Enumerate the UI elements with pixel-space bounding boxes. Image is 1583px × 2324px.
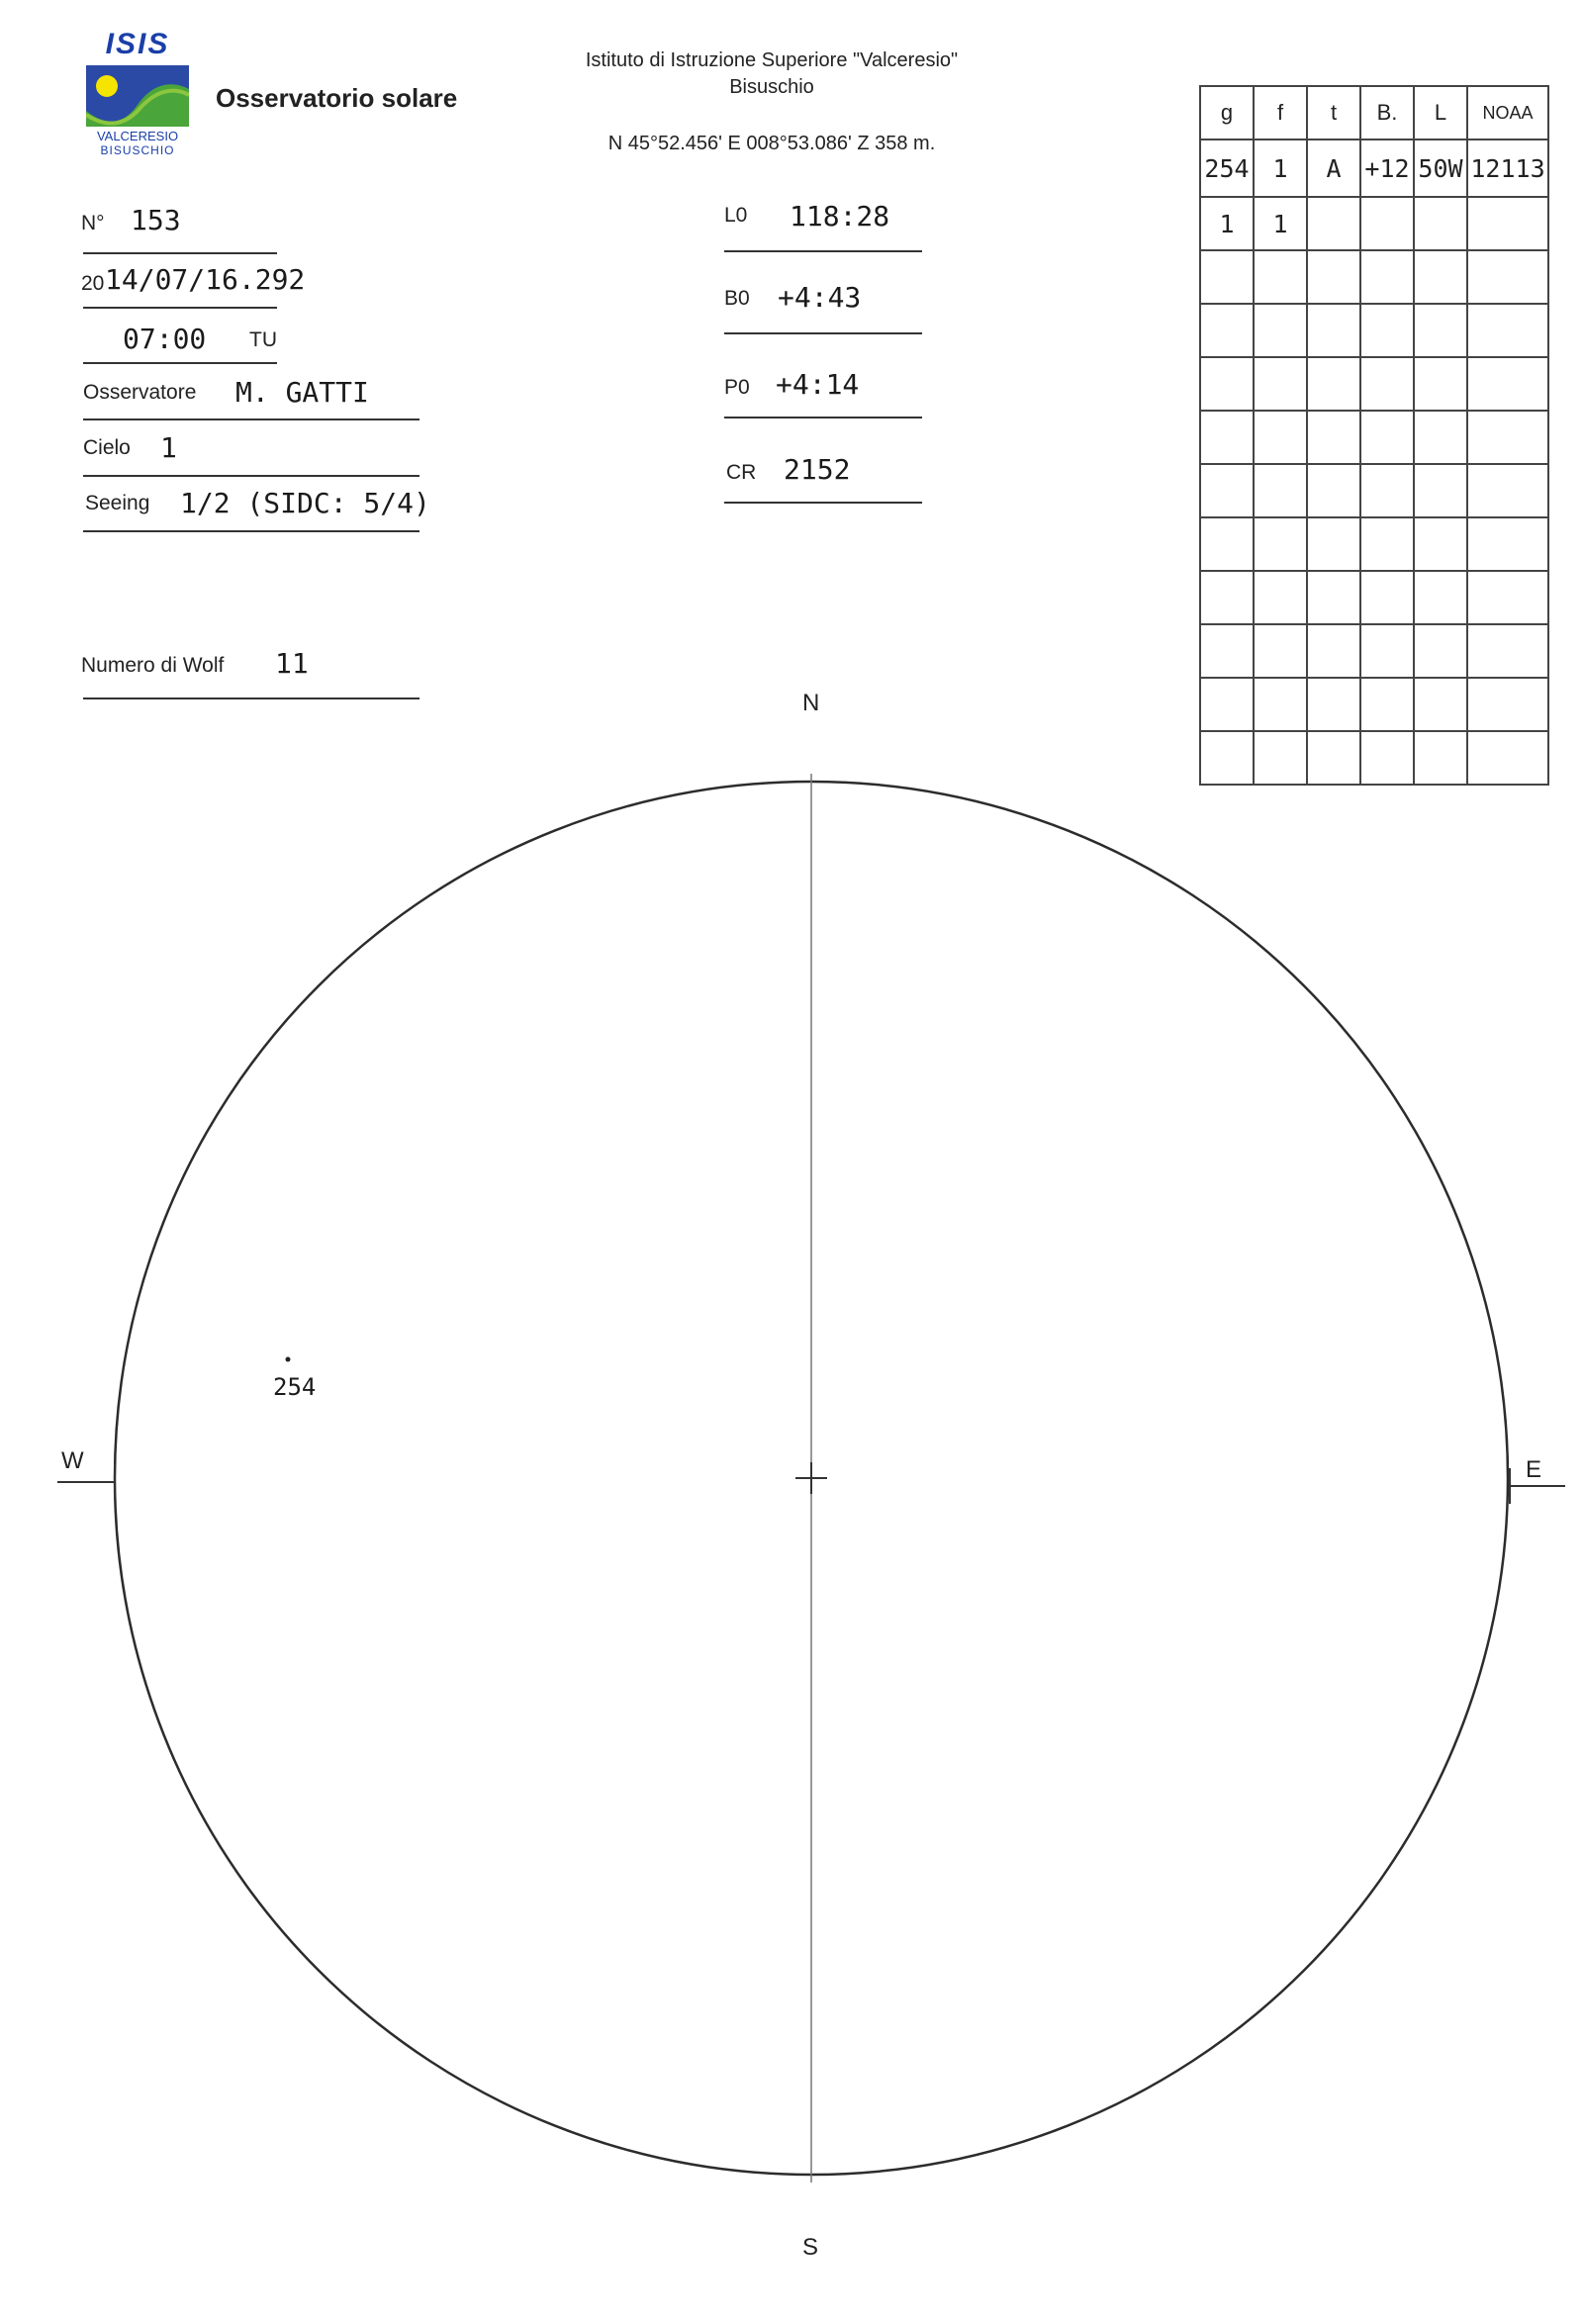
site-coordinates: N 45°52.456' E 008°53.086' Z 358 m.: [607, 133, 936, 154]
date-prefix: 20: [81, 272, 105, 295]
wolf-value: 11: [275, 647, 309, 680]
table-cell: 1: [1200, 197, 1254, 250]
group-254-label: 254: [273, 1373, 317, 1401]
sunspot-dot: [286, 1357, 291, 1362]
number-value: 153: [131, 204, 181, 236]
number-label: N°: [81, 212, 105, 234]
seeing-value: 1/2 (SIDC: 5/4): [180, 487, 430, 519]
b0-value: +4:43: [778, 281, 862, 314]
observer-value: M. GATTI: [235, 376, 369, 409]
header-g: g: [1200, 86, 1254, 139]
observatory-title: Osservatorio solare: [216, 83, 458, 113]
east-label: E: [1526, 1456, 1542, 1483]
seeing-label: Seeing: [85, 492, 150, 514]
cr-value: 2152: [784, 453, 851, 486]
p0-label: P0: [724, 376, 750, 399]
table-cell: 254: [1200, 139, 1254, 197]
table-cell: 12113: [1467, 139, 1548, 197]
sky-label: Cielo: [83, 436, 131, 459]
time-value: 07:00: [123, 323, 207, 355]
sky-value: 1: [160, 431, 177, 464]
l0-label: L0: [724, 204, 748, 227]
wolf-label: Numero di Wolf: [81, 654, 225, 677]
observer-label: Osservatore: [83, 381, 197, 404]
west-label: W: [61, 1447, 84, 1474]
l0-value: 118:28: [790, 200, 890, 232]
header-noaa: NOAA: [1467, 86, 1548, 139]
date-value: 14/07/16.292: [105, 263, 306, 296]
header-b: B.: [1360, 86, 1414, 139]
logo-text-valceresio: VALCERESIO: [96, 129, 179, 143]
time-unit: TU: [249, 328, 277, 351]
b0-label: B0: [724, 287, 750, 310]
north-label: N: [802, 690, 820, 716]
institute-name: Istituto di Istruzione Superiore "Valceresio": [585, 49, 959, 71]
institute-city: Bisuschio: [729, 76, 814, 98]
table-cell: +12: [1360, 139, 1414, 197]
logo-wordmark: ISIS: [105, 28, 170, 60]
south-label: S: [802, 2234, 819, 2261]
header-t: t: [1307, 86, 1360, 139]
table-cell: 1: [1254, 197, 1307, 250]
header-f: f: [1254, 86, 1307, 139]
table-cell: A: [1307, 139, 1360, 197]
logo-text-bisuschio: BISUSCHIO: [100, 143, 175, 157]
cr-label: CR: [726, 461, 757, 484]
header-l: L: [1414, 86, 1467, 139]
p0-value: +4:14: [776, 368, 860, 401]
table-cell: 1: [1254, 139, 1307, 197]
table-cell: 50W: [1414, 139, 1467, 197]
